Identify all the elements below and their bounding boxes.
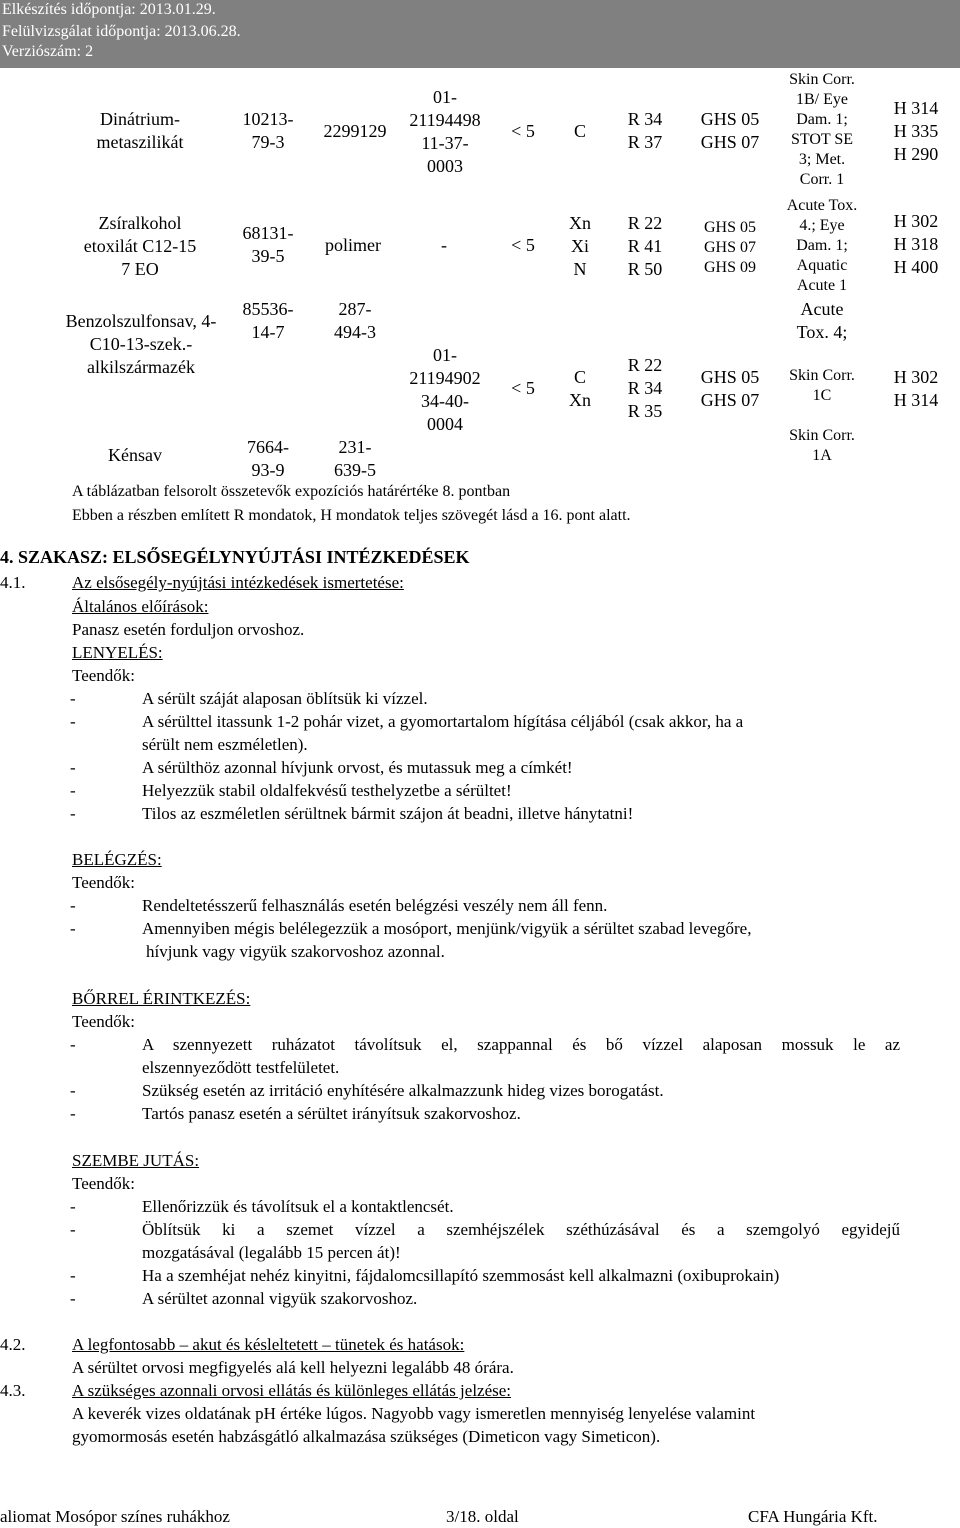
table-note: Ebben a részben említett R mondatok, H mondatok teljes szövegét lásd a 16. pont alatt.	[72, 507, 631, 524]
general-heading: Általános előírások:	[72, 597, 209, 616]
hazard-class: Skin Corr. 1B/ Eye Dam. 1; STOT SE 3; Met. Corr. 1	[789, 71, 855, 188]
substance-name: Benzolszulfonsav, 4- C10-13-szek.- alkilszármazék	[65, 311, 217, 377]
todo-label: Teendők:	[72, 666, 136, 685]
r-phrases: R 22 R 34 R 35	[627, 355, 663, 421]
document-header	[0, 0, 960, 68]
concentration: < 5	[511, 235, 535, 255]
created-date: Elkészítés időpontja: 2013.01.29.	[2, 1, 216, 18]
skin-item: elszennyeződött testfelületet.	[142, 1058, 340, 1077]
ec-number: 287- 494-3	[334, 299, 376, 342]
h-phrases: H 302 H 318 H 400	[893, 211, 939, 277]
ec-polymer: polimer	[325, 235, 381, 255]
concentration: < 5	[511, 378, 535, 398]
subsection-title: Az elsősegély-nyújtási intézkedések ismertetése:	[72, 573, 404, 592]
footer-company: CFA Hungária Kft.	[748, 1507, 878, 1526]
subsection-text: A sérültet orvosi megfigyelés alá kell helyezni legalább 48 órára.	[72, 1358, 514, 1377]
reach-number: 01- 21194498 11-37- 0003	[409, 87, 481, 176]
h-phrases: H 314 H 335 H 290	[893, 98, 939, 164]
eye-heading: SZEMBE JUTÁS:	[72, 1151, 200, 1170]
cas-number: 68131- 39-5	[242, 223, 294, 266]
substance-name: Zsíralkohol etoxilát C12-15 7 EO	[83, 213, 197, 279]
ingestion-item: A sérült száját alaposan öblítsük ki vízzel.	[142, 689, 428, 708]
version-number: Verziószám: 2	[2, 43, 94, 60]
inhalation-heading: BELÉGZÉS:	[72, 850, 162, 869]
todo-label: Teendők:	[72, 873, 136, 892]
review-date: Felülvizsgálat időpontja: 2013.06.28.	[2, 23, 241, 40]
subsection-number: 4.2.	[0, 1335, 26, 1354]
hazard-symbol: C Xn	[569, 367, 591, 410]
r-phrases: R 22 R 41 R 50	[627, 213, 663, 279]
ingestion-item: Tilos az eszméletlen sérültnek bármit szájon át beadni, illetve hánytatni!	[142, 804, 634, 823]
subsection-text: A keverék vizes oldatának pH értéke lúgos. Nagyobb vagy ismeretlen mennyiség lenyelése valamint	[72, 1404, 756, 1423]
subsection-title: A legfontosabb – akut és késleltetett – tünetek és hatások:	[72, 1335, 465, 1354]
substance-name: Dinátrium- metaszilikát	[96, 109, 184, 152]
ingestion-item: A sérülthöz azonnal hívjunk orvost, és mutassuk meg a címkét!	[142, 758, 573, 777]
ec-number	[305, 120, 405, 143]
eye-item: Ellenőrizzük és távolítsuk el a kontaktlencsét.	[142, 1197, 454, 1216]
hazard-class: Acute Tox. 4.; Eye Dam. 1; Aquatic Acute 1	[786, 197, 858, 294]
ghs-pictograms: GHS 05 GHS 07	[700, 367, 760, 410]
r-phrases: R 34 R 37	[627, 109, 663, 152]
skin-item: A szennyezett ruházatot távolítsuk el, szappannal és bő vízzel alaposan mossuk le az	[142, 1035, 900, 1054]
skin-item: Tartós panasz esetén a sérültet irányítsuk szakorvoshoz.	[142, 1104, 521, 1123]
skin-heading: BŐRREL ÉRINTKEZÉS:	[72, 989, 251, 1008]
general-text: Panasz esetén forduljon orvoshoz.	[72, 620, 305, 639]
ingestion-item: Helyezzük stabil oldalfekvésű testhelyzetbe a sérültet!	[142, 781, 512, 800]
ingestion-item: A sérülttel itassunk 1-2 pohár vizet, a gyomortartalom hígítása céljából (csak akkor, ha a	[142, 712, 744, 731]
substance-name: Kénsav	[108, 445, 162, 465]
ec-number-value: 2299129	[323, 121, 387, 141]
subsection-title: A szükséges azonnali orvosi ellátás és különleges ellátás jelzése:	[72, 1381, 512, 1400]
footer-page: 3/18. oldal	[446, 1507, 519, 1526]
ghs-pictograms: GHS 05 GHS 07	[700, 109, 760, 152]
reach-empty: -	[441, 235, 447, 255]
hazard-symbol: C	[573, 121, 586, 141]
eye-item: Öblítsük ki a szemet vízzel a szemhéjszélek széthúzásával és a szemgolyó egyidejű	[142, 1220, 900, 1239]
table-note: A táblázatban felsorolt összetevők expozíciós határértéke 8. pontban	[72, 483, 511, 500]
ec-number: 231- 639-5	[334, 437, 376, 480]
cas-number: 85536- 14-7	[242, 299, 294, 342]
h-phrases: H 302 H 314	[893, 367, 939, 410]
eye-item: Ha a szemhéjat nehéz kinyitni, fájdalomcsillapító szemmosást kell alkalmazni (oxibuprokain)	[142, 1266, 780, 1285]
eye-item: mozgatásával (legalább 15 percen át)!	[142, 1243, 401, 1262]
inhalation-item: Rendeltetésszerű felhasználás esetén belégzési veszély nem áll fenn.	[142, 896, 608, 915]
eye-item: A sérültet azonnal vigyük szakorvoshoz.	[142, 1289, 418, 1308]
hazard-symbol: Xn Xi N	[569, 213, 591, 279]
subsection-text: gyomormosás esetén habzásgátló alkalmazása szükséges (Dimeticon vagy Simeticon).	[72, 1427, 661, 1446]
subsection-number: 4.1.	[0, 573, 26, 592]
hazard-class: Skin Corr. 1C	[789, 367, 855, 404]
cas-number: 7664- 93-9	[247, 437, 289, 480]
hazard-class: Acute Tox. 4;	[796, 299, 848, 342]
todo-label: Teendők:	[72, 1012, 136, 1031]
concentration: < 5	[511, 121, 535, 141]
subsection-number: 4.3.	[0, 1381, 26, 1400]
ghs-pictograms: GHS 05 GHS 07 GHS 09	[703, 219, 756, 276]
todo-label: Teendők:	[72, 1174, 136, 1193]
ingestion-heading: LENYELÉS:	[72, 643, 163, 662]
section-title: 4. SZAKASZ: ELSŐSEGÉLYNYÚJTÁSI INTÉZKEDÉSEK	[0, 547, 470, 567]
reach-number: 01- 21194902 34-40- 0004	[409, 345, 481, 434]
skin-item: Szükség esetén az irritáció enyhítésére alkalmazzunk hideg vizes borogatást.	[142, 1081, 664, 1100]
inhalation-item: Amennyiben mégis belélegezzük a mosóport, menjünk/vigyük a sérültet szabad levegőre,	[142, 919, 752, 938]
inhalation-item: hívjunk vagy vigyük szakorvoshoz azonnal.	[146, 942, 445, 961]
cas-number: 10213- 79-3	[242, 109, 294, 152]
ingestion-item: sérült nem eszméletlen).	[142, 735, 308, 754]
hazard-class: Skin Corr. 1A	[789, 427, 855, 464]
footer-product: aliomat Mosópor színes ruhákhoz	[0, 1507, 230, 1526]
